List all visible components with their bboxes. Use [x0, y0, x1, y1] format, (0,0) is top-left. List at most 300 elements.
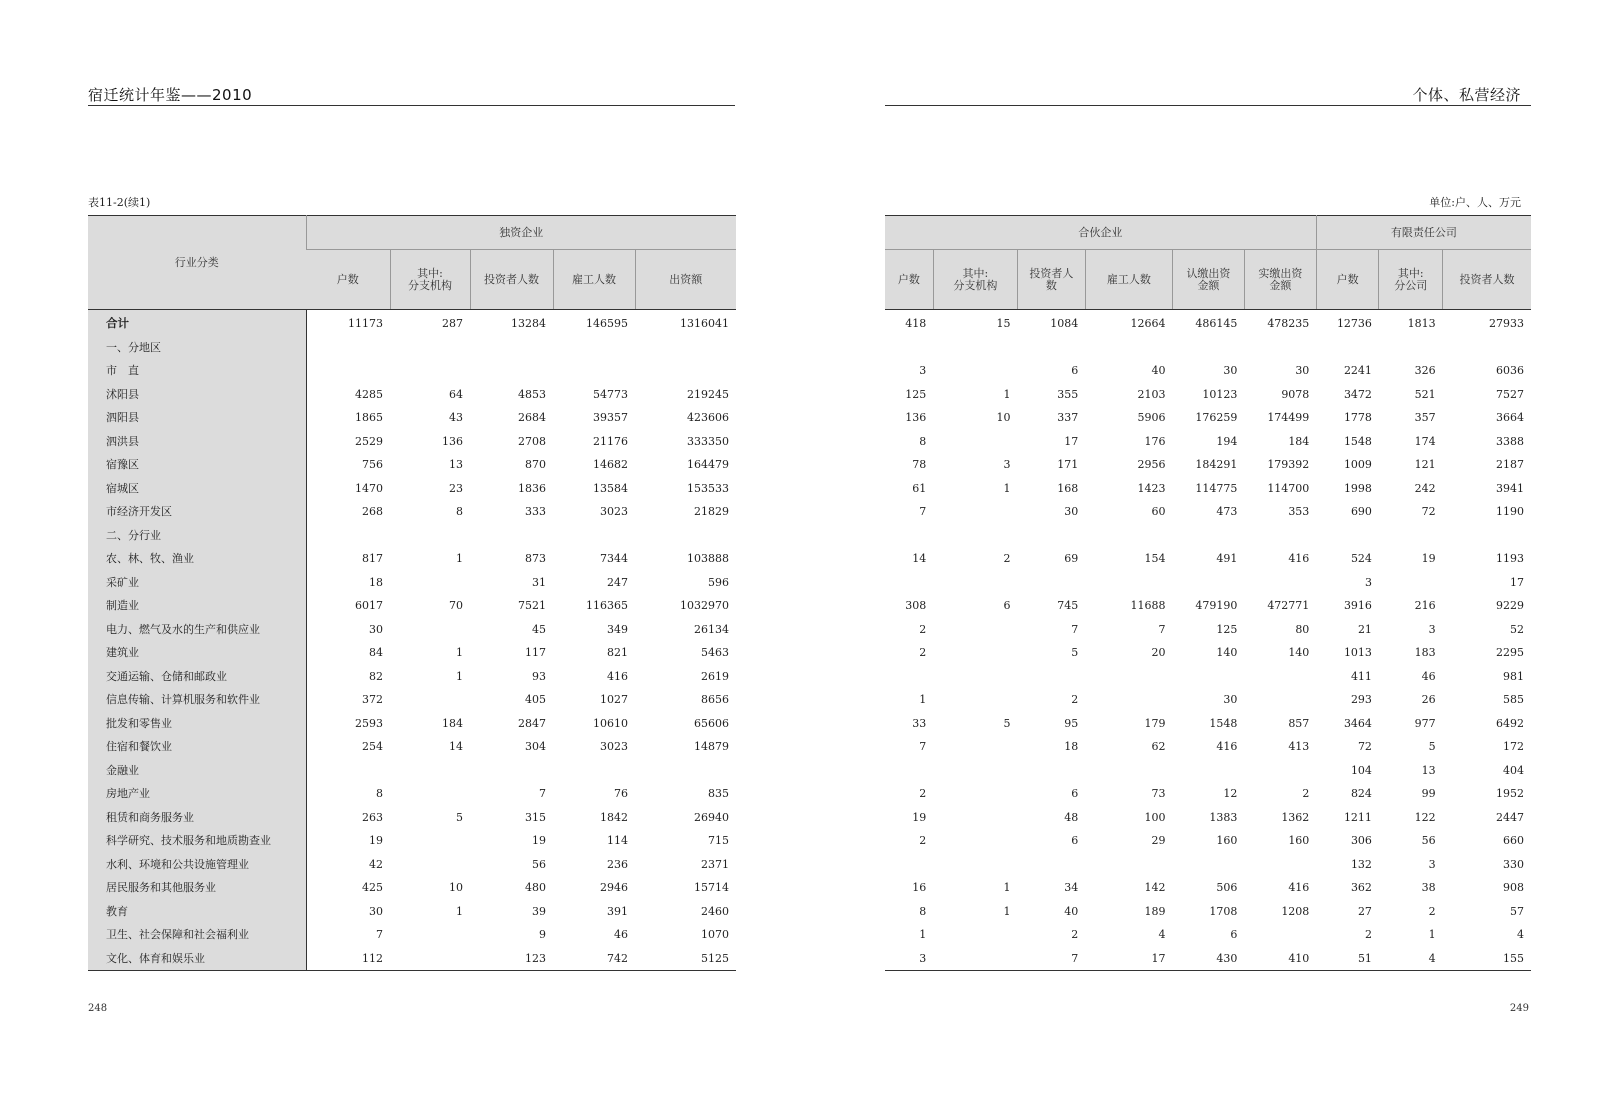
table-cell: 353: [1288, 505, 1310, 518]
table-cell: 1423: [1137, 481, 1166, 495]
table-cell: 357: [1414, 411, 1436, 424]
table-cell: [933, 618, 1017, 642]
table-cell: 870: [525, 458, 546, 471]
table-cell: 51: [1357, 951, 1372, 965]
table-cell: 2103: [1137, 387, 1166, 401]
table-cell: [1173, 571, 1245, 595]
table-cell: 413: [1288, 740, 1310, 753]
table-cell: [933, 829, 1017, 853]
table-cell: [933, 500, 1017, 524]
table-cell: [635, 524, 736, 548]
table-cell: 76: [614, 787, 628, 800]
row-label: 宿豫区: [88, 453, 306, 477]
table-cell: 10610: [593, 716, 628, 730]
table-cell: 1548: [1209, 716, 1238, 730]
table-cell: 82: [369, 669, 383, 683]
table-cell: [1173, 759, 1245, 783]
table-cell: 26940: [694, 810, 730, 824]
table-cell: 2295: [1496, 646, 1524, 659]
table-row: [88, 524, 736, 548]
table-cell: [390, 524, 470, 548]
table-row: [885, 665, 1531, 689]
row-label: 一、分地区: [88, 336, 306, 360]
table-row: [88, 688, 736, 712]
table-cell: 140: [1288, 646, 1310, 659]
column-header: 雇工人数: [553, 250, 635, 310]
table-cell: 4: [1517, 928, 1524, 941]
table-left: [88, 215, 736, 971]
table-cell: 123: [525, 951, 546, 965]
column-header: 实缴出资 金额: [1244, 250, 1316, 310]
column-header: 其中: 分公司: [1379, 250, 1443, 310]
table-cell: 524: [1350, 552, 1372, 565]
table-cell: 104: [1350, 763, 1372, 777]
table-cell: [933, 665, 1017, 689]
table-cell: 121: [1414, 458, 1436, 471]
table-cell: [1316, 336, 1379, 360]
table-cell: 349: [607, 622, 628, 636]
table-cell: [933, 735, 1017, 759]
head-rule-right: [885, 105, 1531, 106]
table-cell: 174499: [1267, 411, 1310, 424]
table-cell: [933, 759, 1017, 783]
table-cell: 7: [539, 787, 546, 800]
table-cell: 189: [1144, 904, 1166, 918]
table-cell: [1085, 759, 1172, 783]
table-cell: 11173: [348, 317, 383, 330]
table-cell: 263: [362, 810, 383, 824]
table-cell: 30: [369, 904, 383, 918]
table-cell: [1244, 524, 1316, 548]
table-cell: 1193: [1496, 552, 1524, 565]
table-cell: [553, 336, 635, 360]
table-cell: [885, 524, 933, 548]
table-cell: [1085, 524, 1172, 548]
table-cell: [390, 782, 470, 806]
table-cell: 7: [1071, 951, 1079, 965]
table-cell: 287: [442, 317, 463, 330]
table-cell: 38: [1421, 881, 1436, 894]
table-cell: 19: [1421, 552, 1436, 565]
table-cell: 112: [362, 951, 383, 965]
table-cell: [306, 524, 390, 548]
table-cell: 17: [1064, 434, 1079, 448]
table-cell: 1190: [1496, 505, 1524, 518]
table-row: [88, 712, 736, 736]
table-cell: [1085, 336, 1172, 360]
table-cell: 2: [1302, 787, 1310, 800]
table-cell: 39: [532, 904, 546, 918]
table-row: [885, 759, 1531, 783]
table-row: [885, 782, 1531, 806]
table-row: [88, 923, 736, 947]
table-cell: [1244, 853, 1316, 877]
table-cell: 1836: [518, 481, 546, 495]
table-row: [885, 876, 1531, 900]
table-cell: 5: [1071, 646, 1079, 659]
table-cell: 30: [1223, 693, 1238, 706]
table-cell: 219245: [687, 387, 730, 401]
table-cell: 1032970: [680, 599, 730, 612]
table-cell: 14: [449, 740, 463, 753]
table-cell: 1: [1428, 928, 1436, 941]
table-row: [885, 336, 1531, 360]
table-cell: 21: [1357, 622, 1372, 636]
table-row: [885, 310, 1531, 336]
row-label: 农、林、牧、渔业: [88, 547, 306, 571]
running-head-right: 个体、私营经济: [1412, 86, 1521, 104]
table-cell: 472771: [1267, 599, 1310, 612]
table-cell: 2: [919, 834, 927, 847]
table-row: [885, 524, 1531, 548]
row-label: 居民服务和其他服务业: [88, 876, 306, 900]
table-cell: 100: [1144, 810, 1166, 824]
table-row: [885, 453, 1531, 477]
row-label: 市 直: [88, 359, 306, 383]
table-cell: 21176: [593, 434, 628, 448]
table-cell: 480: [525, 881, 546, 894]
table-cell: 9078: [1281, 387, 1310, 401]
table-cell: 33: [912, 716, 927, 730]
table-cell: 184: [1288, 434, 1310, 448]
table-cell: 308: [905, 599, 927, 612]
table-cell: [390, 947, 470, 971]
column-header: 其中: 分支机构: [933, 250, 1017, 310]
table-cell: [1316, 524, 1379, 548]
table-cell: 1813: [1407, 317, 1436, 330]
row-label: 市经济开发区: [88, 500, 306, 524]
table-cell: 80: [1295, 622, 1310, 636]
table-cell: [1244, 759, 1316, 783]
table-cell: 5: [1428, 740, 1436, 753]
column-header: 其中: 分支机构: [390, 250, 470, 310]
table-cell: 1842: [600, 810, 628, 824]
table-row: [88, 383, 736, 407]
header-group-partnership: 合伙企业: [885, 216, 1316, 250]
table-row: [88, 806, 736, 830]
table-cell: 1952: [1496, 787, 1524, 800]
table-cell: [1173, 524, 1245, 548]
table-cell: 72: [1421, 505, 1436, 518]
table-cell: 1: [456, 646, 463, 659]
table-cell: [1173, 336, 1245, 360]
row-label: 卫生、社会保障和社会福利业: [88, 923, 306, 947]
table-cell: 7344: [600, 552, 628, 565]
table-cell: 136: [905, 411, 927, 424]
table-row: [885, 406, 1531, 430]
table-cell: [390, 571, 470, 595]
table-row: [88, 453, 736, 477]
table-cell: 333: [525, 505, 546, 518]
table-cell: [390, 829, 470, 853]
table-cell: [1173, 665, 1245, 689]
table-cell: 117: [525, 646, 546, 659]
table-cell: [470, 759, 553, 783]
table-cell: 61: [912, 481, 927, 495]
table-cell: 17: [1151, 951, 1166, 965]
table-cell: 478235: [1267, 317, 1310, 330]
table-cell: 1316041: [680, 317, 730, 330]
table-cell: 164479: [687, 458, 730, 471]
table-cell: 486145: [1195, 317, 1238, 330]
table-cell: 1548: [1343, 434, 1372, 448]
table-cell: 2: [919, 622, 927, 636]
column-header: 投资者人 数: [1017, 250, 1085, 310]
table-cell: 19: [912, 810, 927, 824]
table-cell: 333350: [687, 434, 730, 448]
table-cell: [306, 336, 390, 360]
table-cell: 1: [1003, 904, 1011, 918]
table-right: [885, 215, 1531, 971]
table-cell: 479190: [1195, 599, 1238, 612]
table-cell: 13584: [593, 481, 628, 495]
table-cell: 491: [1216, 552, 1238, 565]
table-row: [88, 310, 736, 336]
table-cell: 116365: [586, 599, 628, 612]
table-cell: 69: [1064, 552, 1079, 565]
table-cell: [1017, 571, 1085, 595]
table-cell: 1: [456, 669, 463, 683]
table-cell: 30: [369, 622, 383, 636]
table-row: [88, 641, 736, 665]
table-cell: [885, 759, 933, 783]
table-cell: [885, 853, 933, 877]
table-cell: 64: [449, 387, 463, 401]
table-row: [885, 712, 1531, 736]
table-cell: 30: [1295, 364, 1310, 377]
table-cell: 2: [1428, 904, 1436, 918]
table-cell: [1443, 524, 1531, 548]
table-cell: 596: [708, 575, 730, 589]
table-cell: 114775: [1195, 481, 1238, 495]
table-cell: 908: [1503, 881, 1524, 894]
table-cell: [1173, 853, 1245, 877]
row-label: 合计: [88, 310, 306, 336]
table-row: [885, 806, 1531, 830]
table-row: [88, 547, 736, 571]
table-cell: 2: [1071, 928, 1079, 941]
table-row: [885, 430, 1531, 454]
table-cell: 8: [919, 434, 927, 448]
table-cell: [1017, 853, 1085, 877]
table-cell: 11688: [1130, 599, 1166, 612]
table-cell: 5: [1003, 716, 1011, 730]
table-cell: 6017: [355, 599, 383, 612]
table-cell: 1708: [1209, 904, 1238, 918]
table-cell: 2708: [518, 434, 546, 448]
table-cell: 1: [456, 904, 463, 918]
table-cell: 19: [369, 834, 383, 847]
table-cell: [1244, 688, 1316, 712]
table-cell: 2: [1364, 928, 1372, 941]
table-cell: 7: [919, 505, 927, 518]
table-cell: [1379, 524, 1443, 548]
table-cell: 416: [1288, 881, 1310, 894]
table-cell: 6: [1071, 364, 1079, 377]
table-cell: 6: [1230, 928, 1238, 941]
row-label: 信息传输、计算机服务和软件业: [88, 688, 306, 712]
table-cell: 20: [1151, 646, 1166, 659]
table-cell: [470, 336, 553, 360]
table-cell: 660: [1503, 834, 1524, 847]
header-stub: 行业分类: [88, 216, 306, 310]
table-cell: 13284: [511, 317, 546, 330]
table-cell: 17: [1510, 575, 1524, 589]
row-label: 电力、燃气及水的生产和供应业: [88, 618, 306, 642]
table-cell: 31: [532, 575, 546, 589]
table-cell: 3: [1428, 622, 1436, 636]
table-cell: 3916: [1343, 599, 1372, 612]
table-row: [885, 500, 1531, 524]
table-cell: 362: [1350, 881, 1372, 894]
table-cell: 2371: [701, 857, 730, 871]
row-label: 制造业: [88, 594, 306, 618]
table-cell: 142: [1144, 881, 1166, 894]
table-row: [885, 477, 1531, 501]
table-cell: 2: [919, 787, 927, 800]
table-cell: 1: [919, 693, 927, 706]
table-cell: 14682: [593, 458, 628, 471]
table-cell: 873: [525, 552, 546, 565]
table-cell: [635, 759, 736, 783]
table-cell: [933, 641, 1017, 665]
table-cell: 60: [1151, 505, 1166, 518]
table-cell: 1: [1003, 387, 1011, 401]
table-row: [88, 665, 736, 689]
table-cell: [933, 571, 1017, 595]
table-cell: 40: [1064, 904, 1079, 918]
table-row: [88, 500, 736, 524]
table-cell: 821: [607, 646, 628, 659]
table-cell: 3: [919, 364, 927, 377]
table-cell: 15714: [694, 881, 730, 894]
table-cell: 12736: [1336, 317, 1372, 330]
page-number-left: 248: [88, 1003, 108, 1014]
table-cell: 40: [1151, 364, 1166, 377]
table-cell: [390, 923, 470, 947]
table-row: [88, 406, 736, 430]
table-cell: 114700: [1267, 481, 1310, 495]
table-cell: [1379, 336, 1443, 360]
table-row: [885, 900, 1531, 924]
row-label: 住宿和餐饮业: [88, 735, 306, 759]
table-cell: 216: [1414, 599, 1436, 612]
table-cell: 12: [1223, 787, 1238, 800]
table-cell: 1070: [701, 928, 730, 941]
table-cell: [390, 688, 470, 712]
table-row: [885, 829, 1531, 853]
table-cell: 473: [1216, 505, 1238, 518]
table-cell: 93: [532, 669, 546, 683]
table-cell: 73: [1151, 787, 1166, 800]
table-cell: 3: [1364, 575, 1372, 589]
table-cell: 23: [449, 481, 463, 495]
table-cell: 3464: [1343, 716, 1372, 730]
table-row: [88, 735, 736, 759]
table-cell: 824: [1350, 787, 1372, 800]
table-cell: [1379, 571, 1443, 595]
table-cell: 835: [708, 787, 730, 800]
table-cell: 236: [607, 857, 628, 871]
table-cell: 1778: [1343, 411, 1372, 424]
column-header: 户数: [1316, 250, 1379, 310]
table-cell: 1383: [1209, 810, 1238, 824]
table-row: [88, 876, 736, 900]
column-header: 认缴出资 金额: [1173, 250, 1245, 310]
table-cell: 857: [1288, 716, 1310, 730]
table-cell: [635, 336, 736, 360]
table-cell: [1017, 759, 1085, 783]
table-cell: 114: [607, 834, 628, 847]
table-cell: 125: [905, 387, 927, 401]
table-cell: 4853: [518, 387, 546, 401]
table-cell: 2: [1003, 552, 1011, 565]
table-cell: 27933: [1489, 317, 1524, 330]
table-cell: 7: [1071, 622, 1079, 636]
table-cell: 3664: [1496, 411, 1524, 424]
table-cell: 39357: [593, 411, 628, 424]
table-cell: 242: [1414, 481, 1436, 495]
table-cell: 122: [1414, 810, 1436, 824]
table-cell: 5463: [701, 646, 730, 659]
table-cell: 9229: [1496, 599, 1524, 612]
table-row: [885, 594, 1531, 618]
table-cell: 179392: [1267, 458, 1310, 471]
table-cell: 585: [1503, 693, 1524, 706]
table-cell: [933, 430, 1017, 454]
table-cell: 1208: [1281, 904, 1310, 918]
table-cell: 168: [1057, 481, 1079, 495]
table-cell: 2684: [518, 411, 546, 424]
table-cell: 34: [1064, 881, 1079, 894]
table-cell: 315: [525, 810, 546, 824]
table-cell: 981: [1503, 669, 1524, 683]
table-cell: 184: [442, 716, 463, 730]
table-cell: 7: [1158, 622, 1166, 636]
table-cell: [1017, 524, 1085, 548]
page-number-right: 249: [1509, 1003, 1529, 1014]
table-cell: 4285: [355, 387, 383, 401]
table-cell: 8: [376, 787, 383, 800]
table-cell: 3941: [1496, 481, 1524, 495]
row-label: 泗阳县: [88, 406, 306, 430]
table-cell: [306, 359, 390, 383]
table-cell: [470, 359, 553, 383]
table-cell: 1865: [355, 411, 383, 424]
table-cell: 184291: [1195, 458, 1238, 471]
table-cell: 8656: [701, 693, 730, 706]
table-cell: 6: [1003, 599, 1011, 612]
row-label: 采矿业: [88, 571, 306, 595]
table-cell: [933, 853, 1017, 877]
table-cell: 337: [1057, 411, 1079, 424]
table-cell: 326: [1414, 364, 1436, 377]
table-cell: 154: [1144, 552, 1166, 565]
table-cell: 54773: [593, 387, 628, 401]
table-cell: 176259: [1195, 411, 1238, 424]
table-cell: [933, 782, 1017, 806]
table-cell: 4: [1428, 951, 1436, 965]
table-cell: 65606: [694, 716, 730, 730]
right-page: [804, 0, 1609, 1099]
table-cell: 1084: [1050, 317, 1079, 330]
table-cell: 372: [362, 693, 383, 706]
table-cell: 7: [919, 740, 927, 753]
table-cell: 6: [1071, 834, 1079, 847]
table-cell: 5906: [1137, 411, 1166, 424]
table-cell: 46: [1421, 669, 1436, 683]
table-cell: 247: [607, 575, 628, 589]
